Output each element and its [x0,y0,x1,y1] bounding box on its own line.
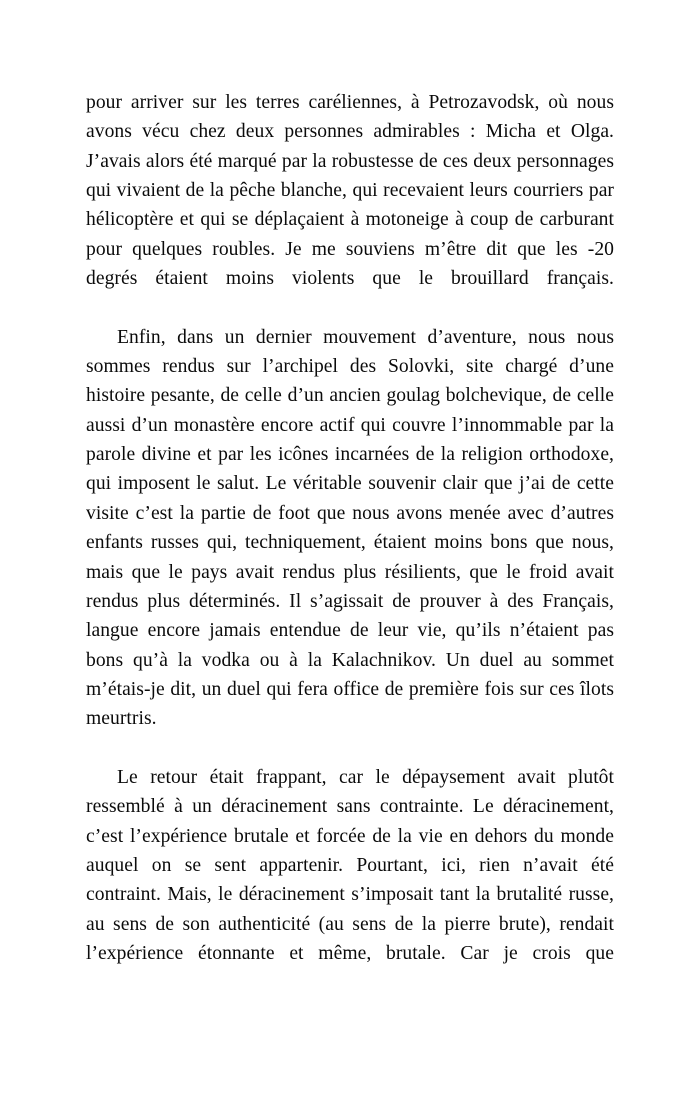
page-text-body [86,88,614,998]
paragraph-3: Le retour était frappant, car le dépaysement avait plutôt ressemblé à un déracinement sans contrainte. Le déracinement, c’est l’expérience brutale et forcée de la vie en dehors du monde auquel on se sent appartenir. Pourtant, ici, rien n’avait été contraint. Mais, le déracinement s’imposait tant la brutalité russe, au sens de son authenticité (au sens de la pierre brute), rendait l’expérience étonnante et même, brutale. Car je crois que [86,766,614,964]
paragraph-2: Enfin, dans un dernier mouvement d’aventure, nous nous sommes rendus sur l’archipel des Solovki, site chargé d’une histoire pesante, de celle d’un ancien goulag bolchevique, de celle aussi d’un monastère encore actif qui couvre l’innommable par la parole divine et par les icônes incarnées de la religion orthodoxe, qui imposent le salut. Le véritable souvenir clair que j’ai de cette visite c’est la partie de foot que nous avons menée avec d’autres enfants russes qui, techniquement, étaient moins bons que nous, mais que le pays avait rendus plus résilients, que le froid avait rendus plus déterminés. Il s’agissait de prouver à des Français, langue encore jamais entendue de leur vie, qu’ils n’étaient pas bons qu’à la vodka ou à la Kalachnikov. Un duel au sommet m’étais-je dit, un duel qui fera office de première fois sur ces îlots meurtris. [86,326,614,730]
paragraph-1: pour arriver sur les terres caréliennes, à Petrozavodsk, où nous avons vécu chez deux personnes admirables : Micha et Olga. J’avais alors été marqué par la robustesse de ces deux personnages qui vivaient de la pêche blanche, qui recevaient leurs courriers par hélicoptère et qui se déplaçaient à motoneige à coup de carburant pour quelques roubles. Je me souviens m’être dit que les -20 degrés étaient moins violents que le brouillard français. [86,92,614,290]
